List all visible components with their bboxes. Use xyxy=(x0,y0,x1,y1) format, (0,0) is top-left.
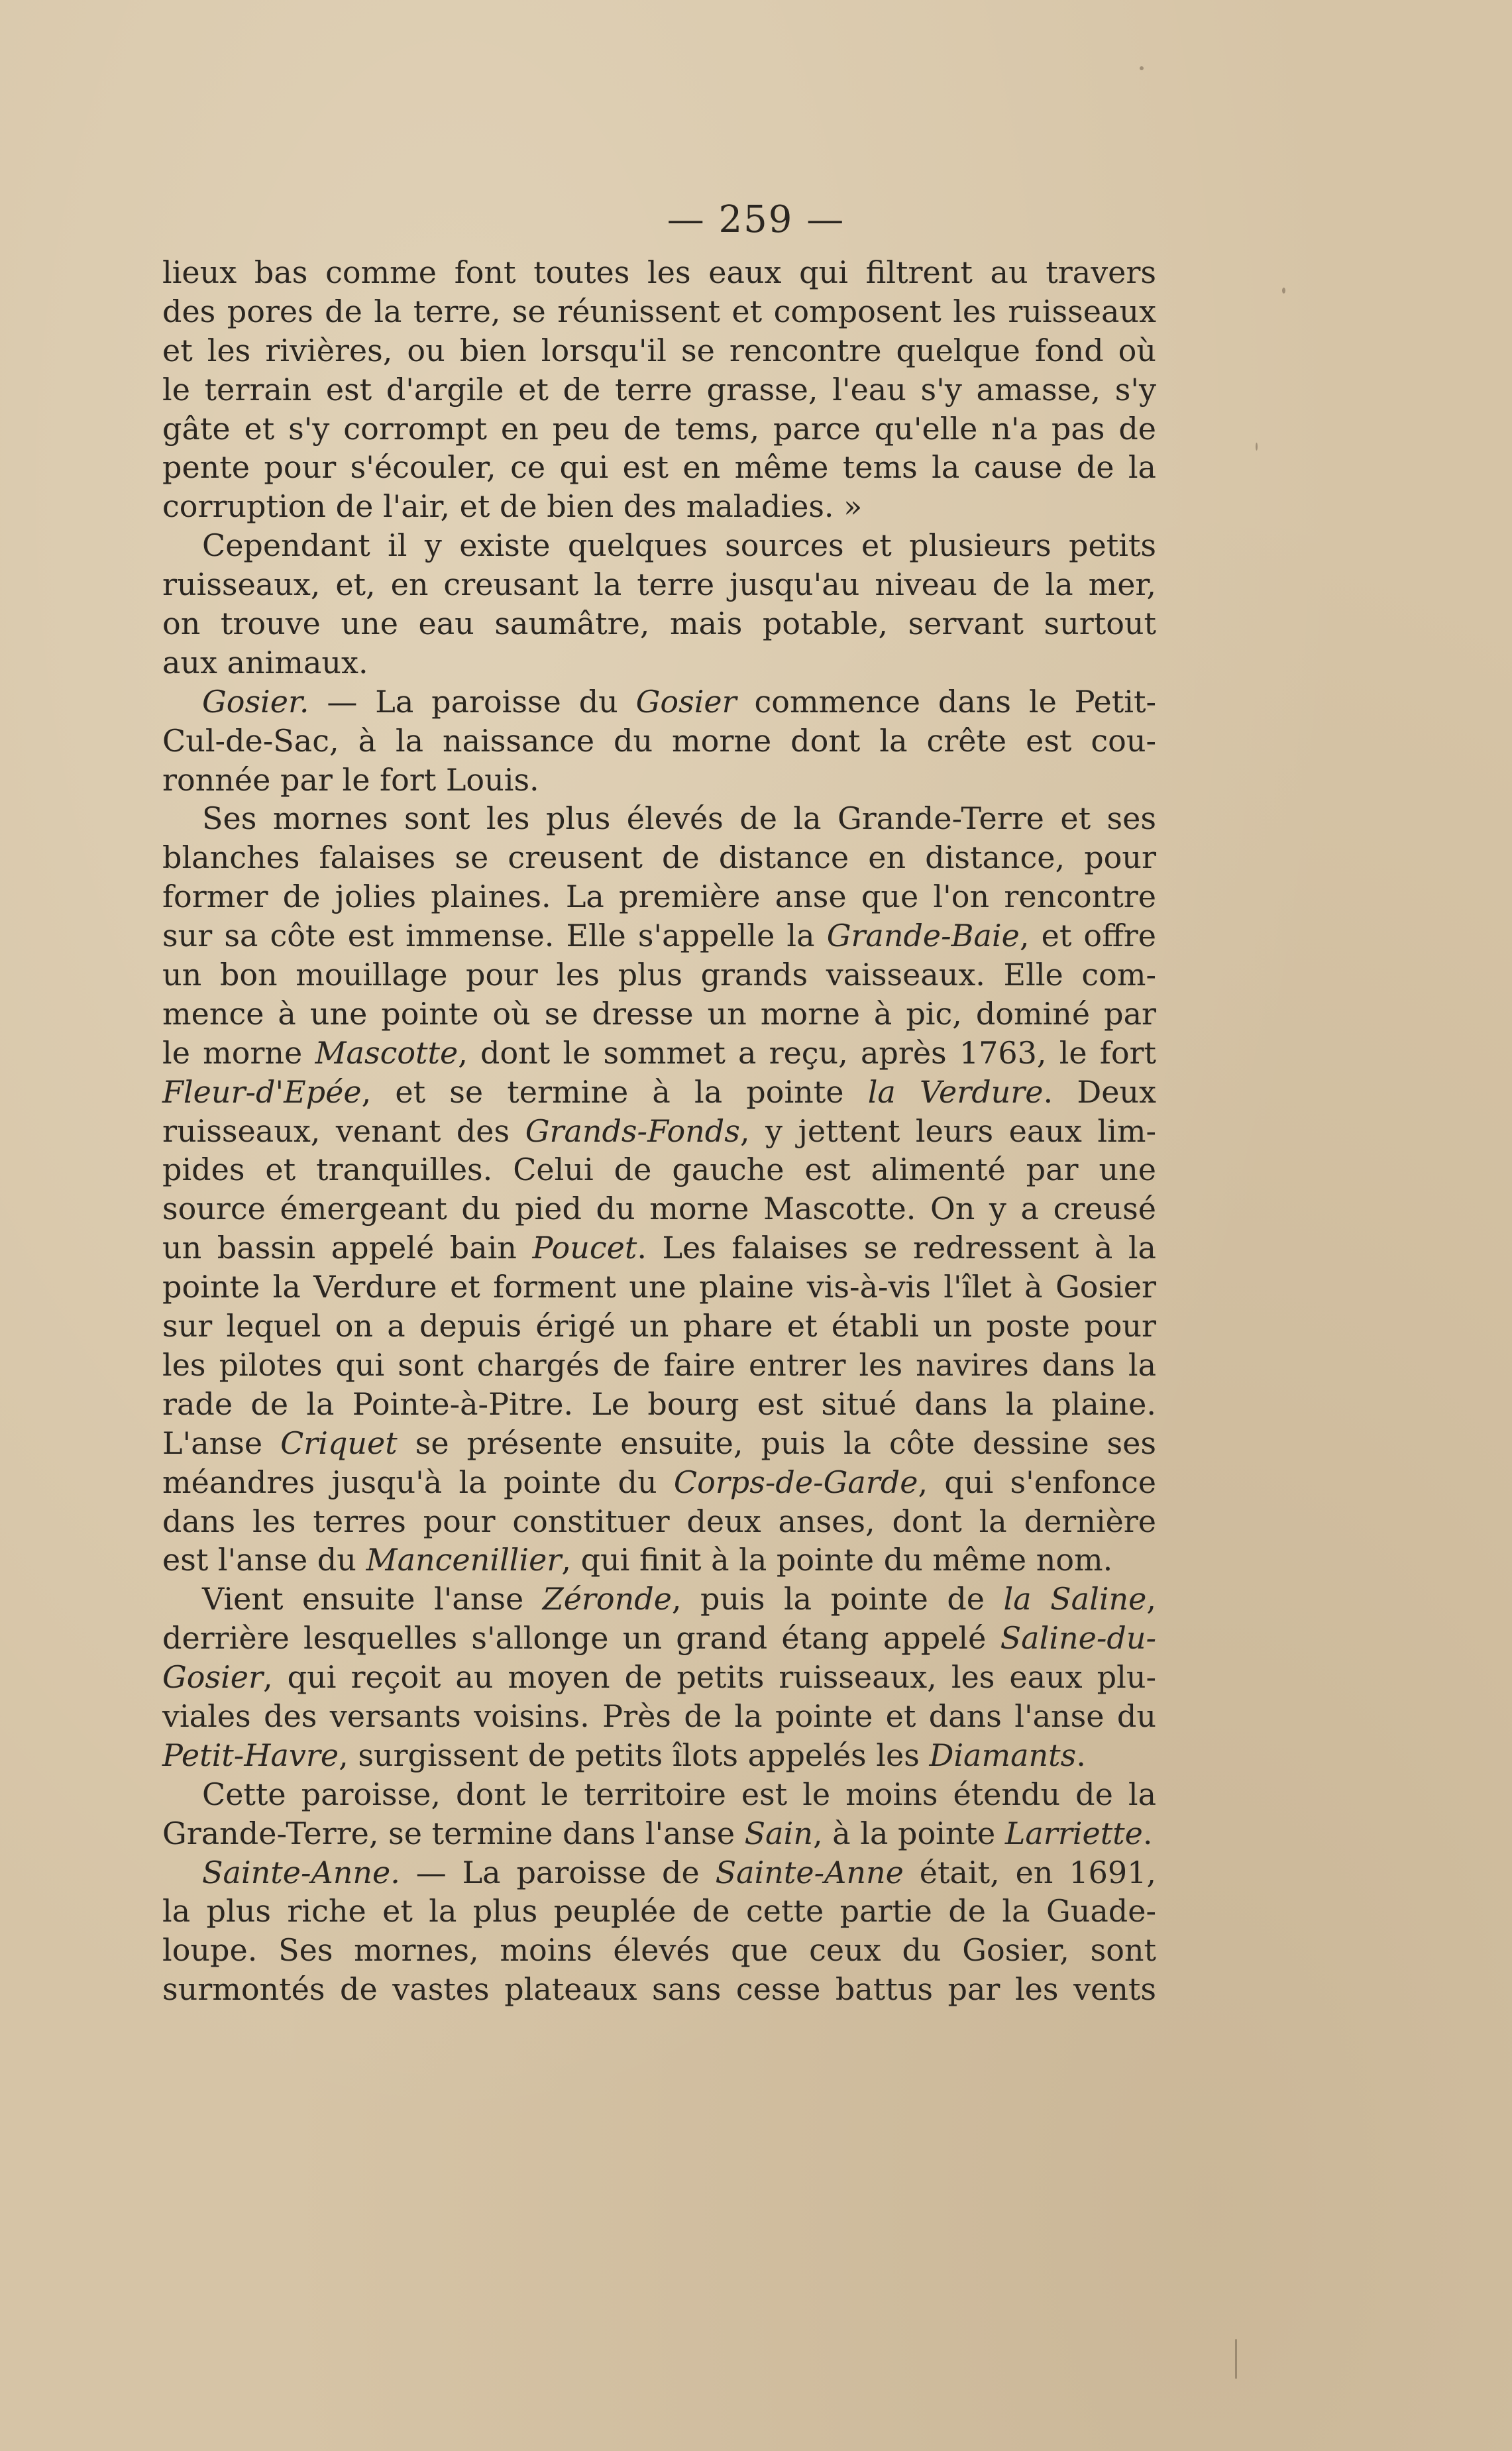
text-span: Grande-Terre, se termine dans l'anse xyxy=(162,1815,745,1851)
text-line xyxy=(162,877,1156,916)
text-line xyxy=(162,1463,1156,1502)
italic-text: Grande-Baie xyxy=(826,918,1020,954)
text-line xyxy=(162,1073,1156,1112)
text-span: surmontés de vastes plateaux sans cesse battus par les vents xyxy=(162,1971,1156,2008)
text-span: loupe. Ses mornes, moins élevés que ceux du Gosier, sont xyxy=(162,1932,1156,1969)
text-span: était, en 1691, xyxy=(903,1854,1157,1890)
text-span: le morne xyxy=(162,1034,315,1071)
italic-text: Grands-Fonds xyxy=(525,1113,740,1149)
text-line xyxy=(162,448,1156,487)
text-span: on trouve une eau saumâtre, mais potable, servant surtout xyxy=(162,606,1156,642)
text-span: derrière lesquelles s'allonge un grand étang appelé xyxy=(162,1620,1000,1657)
text-span: , qui reçoit au moyen de petits ruisseaux, les eaux plu- xyxy=(262,1659,1156,1696)
text-span: le terrain est d'argile et de terre grasse, l'eau s'y amasse, s'y xyxy=(162,371,1156,408)
text-span: Ses mornes sont les plus élevés de la Grande-Terre et ses xyxy=(202,800,1156,837)
text-span: ruisseaux, et, en creusant la terre jusqu'au niveau de la mer, xyxy=(162,567,1156,603)
text-span: , et offre xyxy=(1019,918,1156,954)
text-span: — La paroisse de xyxy=(400,1854,716,1890)
text-span: ruisseaux, venant des xyxy=(162,1113,525,1149)
text-line xyxy=(162,526,1156,565)
paper-speck xyxy=(1140,66,1144,70)
text-span: , y jettent leurs eaux lim- xyxy=(739,1113,1156,1149)
text-span: des pores de la terre, se réunissent et composent les ruisseaux xyxy=(162,293,1156,329)
text-span: un bon mouillage pour les plus grands vaisseaux. Elle com- xyxy=(162,957,1156,993)
text-line xyxy=(162,292,1156,331)
text-line xyxy=(162,1424,1156,1463)
text-span: Vient ensuite l'anse xyxy=(202,1581,543,1617)
text-line xyxy=(162,1502,1156,1541)
italic-text: Gosier xyxy=(162,1659,263,1696)
paper-speck xyxy=(1256,443,1258,451)
text-line xyxy=(162,1697,1156,1736)
italic-text: Zéronde xyxy=(542,1581,672,1617)
text-line xyxy=(162,916,1156,955)
italic-text: Fleur-d'Epée xyxy=(162,1073,362,1110)
text-line xyxy=(162,1775,1156,1814)
text-span: Cette paroisse, dont le territoire est le moins étendu de la xyxy=(202,1776,1156,1812)
paper-speck xyxy=(1235,2339,1237,2379)
text-span: . Les falaises se redressent à la xyxy=(637,1230,1156,1266)
italic-text: Mancenillier xyxy=(366,1542,562,1578)
text-span: , qui finit à la pointe du même nom. xyxy=(561,1542,1113,1578)
text-line xyxy=(162,1658,1156,1697)
text-span: — La paroisse du xyxy=(309,683,636,720)
text-span: . Deux xyxy=(1043,1073,1156,1110)
text-span: Cul-de-Sac, à la naissance du morne dont la crête est cou- xyxy=(162,722,1156,759)
text-span: , dont le sommet a reçu, après 1763, le fort xyxy=(458,1034,1156,1071)
italic-text: Sainte-Anne. xyxy=(202,1854,400,1890)
text-line xyxy=(162,1541,1156,1580)
italic-text: Gosier. xyxy=(202,683,309,720)
text-span: est l'anse du xyxy=(162,1542,366,1578)
italic-text: la Saline xyxy=(1003,1581,1147,1617)
text-line xyxy=(162,604,1156,643)
text-line xyxy=(162,1268,1156,1307)
text-line xyxy=(162,1853,1156,1892)
text-span: , xyxy=(1146,1581,1157,1617)
text-span: les pilotes qui sont chargés de faire entrer les navires dans la xyxy=(162,1346,1156,1383)
text-line xyxy=(162,1346,1156,1385)
text-line xyxy=(162,1814,1156,1853)
text-span: pente pour s'écouler, ce qui est en même tems la cause de la xyxy=(162,449,1156,486)
italic-text: Sain xyxy=(744,1815,813,1851)
italic-text: Gosier xyxy=(635,683,737,720)
italic-text: Petit-Havre xyxy=(162,1737,339,1773)
text-span: ronnée par le fort Louis. xyxy=(162,761,539,798)
text-span: sur lequel on a depuis érigé un phare et établi un poste pour xyxy=(162,1308,1156,1344)
text-span: pointe la Verdure et forment une plaine vis-à-vis l'îlet à Gosier xyxy=(162,1269,1156,1305)
text-span: blanches falaises se creusent de distance en distance, pour xyxy=(162,840,1156,876)
text-span: L'anse xyxy=(162,1425,281,1461)
text-span: Cependant il y existe quelques sources et plusieurs petits xyxy=(202,527,1156,564)
body-text xyxy=(162,253,1156,2009)
text-span: la plus riche et la plus peuplée de cette partie de la Guade- xyxy=(162,1893,1156,1930)
italic-text: Saline-du- xyxy=(1000,1620,1156,1657)
text-line xyxy=(162,409,1156,449)
text-line xyxy=(162,1580,1156,1619)
text-span: source émergeant du pied du morne Mascotte. On y a creusé xyxy=(162,1191,1156,1227)
text-span: mence à une pointe où se dresse un morne à pic, dominé par xyxy=(162,995,1156,1032)
text-line xyxy=(162,1970,1156,2009)
text-line xyxy=(162,1228,1156,1268)
text-span: dans les terres pour constituer deux anses, dont la dernière xyxy=(162,1503,1156,1539)
text-span: pides et tranquilles. Celui de gauche est alimenté par une xyxy=(162,1152,1156,1188)
paper-speck xyxy=(1282,288,1285,294)
text-span: aux animaux. xyxy=(162,644,368,681)
text-line xyxy=(162,1189,1156,1228)
text-line xyxy=(162,331,1156,370)
text-line xyxy=(162,682,1156,722)
text-span: commence dans le Petit- xyxy=(736,683,1156,720)
italic-text: Mascotte xyxy=(315,1034,459,1071)
text-span: sur sa côte est immense. Elle s'appelle la xyxy=(162,918,827,954)
text-span: se présente ensuite, puis la côte dessine ses xyxy=(397,1425,1156,1461)
text-line xyxy=(162,1307,1156,1346)
italic-text: Poucet xyxy=(532,1230,637,1266)
text-line xyxy=(162,253,1156,292)
text-span: , qui s'enfonce xyxy=(918,1464,1156,1500)
text-line xyxy=(162,1112,1156,1151)
text-span: . xyxy=(1142,1815,1153,1851)
text-span: corruption de l'air, et de bien des maladies. » xyxy=(162,488,863,525)
italic-text: Diamants xyxy=(929,1737,1077,1773)
text-span: former de jolies plaines. La première anse que l'on rencontre xyxy=(162,879,1156,915)
text-span: , puis la pointe de xyxy=(671,1581,1004,1617)
text-span: et les rivières, ou bien lorsqu'il se rencontre quelque fond où xyxy=(162,332,1156,368)
text-line xyxy=(162,799,1156,838)
italic-text: Larriette xyxy=(1004,1815,1143,1851)
text-line xyxy=(162,565,1156,604)
text-span: , et se termine à la pointe xyxy=(361,1073,868,1110)
text-span: rade de la Pointe-à-Pitre. Le bourg est situé dans la plaine. xyxy=(162,1386,1156,1422)
text-span: , à la pointe xyxy=(812,1815,1005,1851)
text-line xyxy=(162,955,1156,995)
italic-text: la Verdure xyxy=(867,1073,1044,1110)
text-line xyxy=(162,487,1156,526)
text-line xyxy=(162,838,1156,877)
text-line xyxy=(162,1931,1156,1970)
text-line xyxy=(162,1385,1156,1424)
text-span: gâte et s'y corrompt en peu de tems, parce qu'elle n'a pas de xyxy=(162,410,1156,447)
text-line xyxy=(162,1150,1156,1189)
text-line xyxy=(162,1892,1156,1931)
italic-text: Sainte-Anne xyxy=(715,1854,904,1890)
italic-text: Criquet xyxy=(280,1425,398,1461)
text-line xyxy=(162,722,1156,761)
italic-text: Corps-de-Garde xyxy=(673,1464,918,1500)
text-span: lieux bas comme font toutes les eaux qui filtrent au travers xyxy=(162,254,1156,290)
text-span: méandres jusqu'à la pointe du xyxy=(162,1464,674,1500)
text-line xyxy=(162,1736,1156,1775)
text-line xyxy=(162,761,1156,800)
text-line xyxy=(162,1034,1156,1073)
text-span: viales des versants voisins. Près de la pointe et dans l'anse du xyxy=(162,1698,1156,1734)
text-span: un bassin appelé bain xyxy=(162,1230,533,1266)
page-number: — 259 — xyxy=(667,198,845,241)
text-span: , surgissent de petits îlots appelés les xyxy=(339,1737,930,1773)
text-line xyxy=(162,995,1156,1034)
text-span: . xyxy=(1076,1737,1086,1773)
text-line xyxy=(162,643,1156,682)
text-line xyxy=(162,370,1156,409)
text-line xyxy=(162,1619,1156,1658)
